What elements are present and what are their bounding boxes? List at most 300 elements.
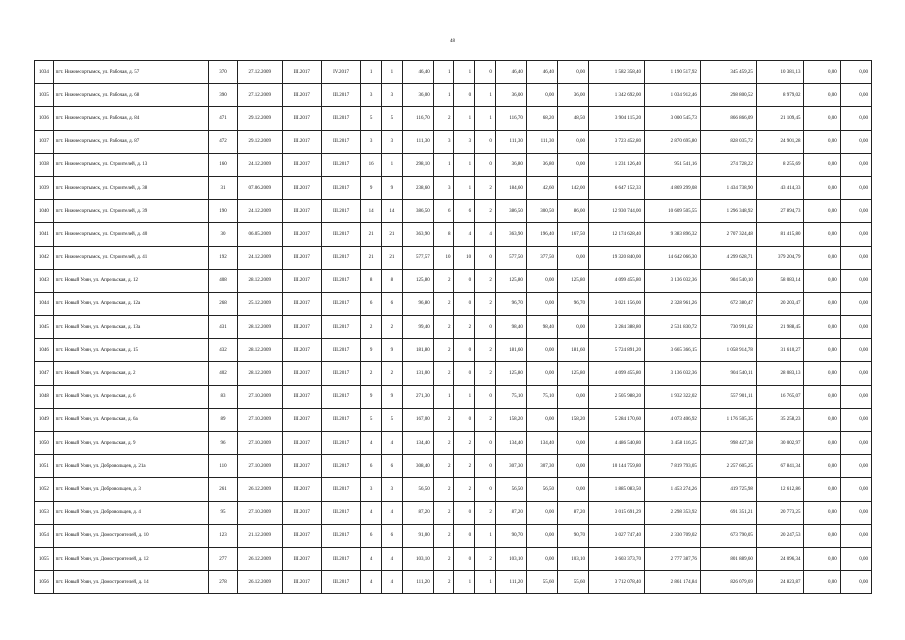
cell-plan-end: III.2017 [321,547,360,570]
cell-units-total: 2 [433,501,454,524]
cell-cost-extra: 0,00 [840,107,871,130]
cell-area-private: 98,40 [526,316,557,339]
cell-area-private: 42,60 [526,176,557,199]
cell-area-private: 0,00 [526,362,557,385]
table-row [35,501,872,524]
cell-units-total: 2 [433,339,454,362]
cell-row-index: 1049 [35,408,54,431]
cell-plan-end: III.2017 [321,153,360,176]
cell-date: 27.10.2009 [238,408,283,431]
cell-plan-start: III.2017 [282,571,321,594]
cell-row-index: 1048 [35,385,54,408]
cell-units-total: 2 [433,107,454,130]
cell-cost-local: 21 988,45 [756,316,804,339]
table-row [35,107,872,130]
cell-area-resettle: 184,60 [495,176,526,199]
cell-area-total: 386,50 [402,200,433,223]
cell-cost-local: 43 414,33 [756,176,804,199]
cell-record-no: 402 [209,362,238,385]
cell-cost-region: 826 079,69 [700,571,756,594]
cell-units-total: 8 [433,223,454,246]
cell-residents-count: 9 [361,385,382,408]
cell-area-municipal: 103,10 [557,547,588,570]
cell-record-no: 96 [209,432,238,455]
cell-record-no: 160 [209,153,238,176]
cell-units-total: 1 [433,61,454,84]
cell-units-municipal: 1 [475,84,496,107]
cell-date: 24.12.2009 [238,200,283,223]
cell-cost-region: 4 299 628,71 [700,246,756,269]
cell-residents-resettled: 21 [381,246,402,269]
cell-date: 06.05.2009 [238,223,283,246]
cell-area-total: 181,80 [402,339,433,362]
cell-area-municipal: 0,00 [557,455,588,478]
cell-residents-resettled: 8 [381,269,402,292]
cell-residents-count: 21 [361,223,382,246]
cell-record-no: 431 [209,316,238,339]
cell-plan-end: III.2017 [321,130,360,153]
cell-area-resettle: 36,80 [495,153,526,176]
cell-residents-resettled: 14 [381,200,402,223]
cell-plan-start: III.2017 [282,223,321,246]
cell-cost-local: 58 083,14 [756,269,804,292]
cell-residents-count: 8 [361,269,382,292]
cell-residents-count: 4 [361,432,382,455]
cell-record-no: 471 [209,107,238,130]
cell-cost-local: 379 204,79 [756,246,804,269]
cell-area-private: 134,40 [526,432,557,455]
cell-area-private: 377,50 [526,246,557,269]
cell-plan-start: III.2017 [282,362,321,385]
table-row [35,223,872,246]
cell-area-total: 56,50 [402,478,433,501]
cell-plan-end: III.2017 [321,501,360,524]
cell-address: пгт. Нижнесортымск, ул. Строителей, д. 38 [53,176,208,199]
cell-plan-start: III.2017 [282,292,321,315]
cell-record-no: 370 [209,61,238,84]
cell-area-resettle: 307,30 [495,455,526,478]
cell-plan-start: III.2017 [282,408,321,431]
cell-cost-local: 24 823,87 [756,571,804,594]
cell-row-index: 1056 [35,571,54,594]
cell-units-municipal: 0 [475,432,496,455]
cell-area-municipal: 142,00 [557,176,588,199]
cell-units-private: 10 [454,246,475,269]
registry-table [34,60,872,594]
cell-record-no: 30 [209,223,238,246]
page-number: 48 [450,39,455,44]
cell-cost-region: 557 901,11 [700,385,756,408]
cell-cost-region: 419 725,98 [700,478,756,501]
cell-plan-start: III.2017 [282,130,321,153]
cell-cost-total: 3 027 747,40 [589,524,645,547]
cell-units-municipal: 2 [475,292,496,315]
cell-units-municipal: 2 [475,200,496,223]
cell-units-private: 3 [454,130,475,153]
cell-residents-count: 3 [361,84,382,107]
cell-cost-local: 24 096,34 [756,547,804,570]
cell-area-resettle: 386,50 [495,200,526,223]
cell-address: пгт. Новый Уоян, ул. Добровольцев, д. 4 [53,501,208,524]
cell-date: 07.06.2009 [238,176,283,199]
cell-record-no: 408 [209,269,238,292]
cell-residents-count: 16 [361,153,382,176]
cell-units-private: 1 [454,385,475,408]
cell-units-total: 3 [433,130,454,153]
cell-cost-extra: 0,00 [840,571,871,594]
cell-plan-end: III.2017 [321,362,360,385]
cell-cost-region: 998 427,38 [700,432,756,455]
cell-area-total: 36,00 [402,84,433,107]
cell-area-municipal: 0,00 [557,61,588,84]
cell-plan-start: III.2017 [282,61,321,84]
cell-area-total: 46,40 [402,61,433,84]
cell-cost-other: 0,00 [804,176,840,199]
cell-cost-fund: 1 453 274,26 [644,478,700,501]
cell-area-private: 56,50 [526,478,557,501]
cell-units-municipal: 2 [475,362,496,385]
cell-address: пгт. Новый Уоян, ул. Апрельская, д. 9 [53,432,208,455]
cell-residents-count: 5 [361,408,382,431]
cell-row-index: 1042 [35,246,54,269]
table-row [35,547,872,570]
cell-cost-other: 0,00 [804,501,840,524]
cell-cost-total: 2 505 988,20 [589,385,645,408]
cell-plan-end: III.2017 [321,455,360,478]
cell-area-resettle: 111,30 [495,130,526,153]
cell-units-private: 1 [454,571,475,594]
cell-area-total: 125,80 [402,269,433,292]
cell-date: 25.12.2009 [238,292,283,315]
cell-units-private: 1 [454,107,475,130]
cell-residents-count: 4 [361,547,382,570]
cell-area-resettle: 103,10 [495,547,526,570]
table-row [35,524,872,547]
cell-date: 24.12.2009 [238,153,283,176]
cell-units-total: 2 [433,524,454,547]
cell-residents-count: 4 [361,571,382,594]
cell-cost-total: 3 284 388,80 [589,316,645,339]
cell-area-municipal: 0,00 [557,432,588,455]
cell-area-private: 0,00 [526,269,557,292]
cell-row-index: 1040 [35,200,54,223]
cell-area-total: 308,40 [402,455,433,478]
cell-address: пгт. Новый Уоян, ул. Апрельская, д. 12а [53,292,208,315]
cell-date: 26.12.2009 [238,478,283,501]
table-row [35,176,872,199]
cell-plan-start: III.2017 [282,176,321,199]
cell-cost-local: 81 415,80 [756,223,804,246]
cell-area-municipal: 167,50 [557,223,588,246]
cell-cost-other: 0,00 [804,547,840,570]
cell-row-index: 1039 [35,176,54,199]
cell-units-municipal: 2 [475,501,496,524]
cell-plan-end: III.2017 [321,524,360,547]
cell-residents-count: 6 [361,292,382,315]
cell-residents-resettled: 9 [381,176,402,199]
cell-cost-region: 673 790,05 [700,524,756,547]
cell-units-private: 0 [454,547,475,570]
cell-residents-resettled: 6 [381,524,402,547]
cell-cost-extra: 0,00 [840,432,871,455]
cell-row-index: 1044 [35,292,54,315]
cell-cost-fund: 2 861 174,84 [644,571,700,594]
cell-cost-local: 21 109,45 [756,107,804,130]
cell-date: 28.12.2009 [238,339,283,362]
cell-residents-count: 2 [361,362,382,385]
table-row [35,408,872,431]
cell-units-private: 0 [454,501,475,524]
cell-area-private: 0,00 [526,524,557,547]
cell-residents-resettled: 3 [381,478,402,501]
cell-cost-local: 8 255,69 [756,153,804,176]
cell-address: пгт. Новый Уоян, ул. Апрельская, д. 15 [53,339,208,362]
cell-area-private: 36,80 [526,153,557,176]
cell-address: пгт. Нижнесортымск, ул. Строителей, д. 39 [53,200,208,223]
cell-plan-start: III.2017 [282,501,321,524]
cell-address: пгт. Новый Уоян, ул. Апрельская, д. 12 [53,269,208,292]
cell-cost-fund: 951 541,16 [644,153,700,176]
cell-cost-fund: 3 136 032,36 [644,362,700,385]
cell-cost-other: 0,00 [804,269,840,292]
cell-cost-fund: 2 298 353,92 [644,501,700,524]
cell-cost-other: 0,00 [804,130,840,153]
cell-area-total: 116,70 [402,107,433,130]
cell-cost-local: 16 765,07 [756,385,804,408]
cell-residents-resettled: 6 [381,455,402,478]
cell-cost-total: 3 015 691,29 [589,501,645,524]
cell-record-no: 472 [209,130,238,153]
cell-cost-total: 3 723 452,80 [589,130,645,153]
cell-address: пгт. Новый Уоян, ул. Апрельская, д. 6 [53,385,208,408]
table-body [35,61,872,594]
cell-cost-region: 1 434 738,90 [700,176,756,199]
cell-date: 29.12.2009 [238,107,283,130]
table-row [35,571,872,594]
cell-cost-total: 1 582 358,40 [589,61,645,84]
table-row [35,362,872,385]
cell-row-index: 1036 [35,107,54,130]
cell-cost-other: 0,00 [804,316,840,339]
cell-area-municipal: 55,60 [557,571,588,594]
cell-date: 27.10.2009 [238,455,283,478]
cell-residents-count: 3 [361,130,382,153]
cell-cost-fund: 2 777 387,76 [644,547,700,570]
cell-units-total: 2 [433,316,454,339]
cell-cost-fund: 3 136 032,36 [644,269,700,292]
cell-cost-fund: 1 034 912,46 [644,84,700,107]
cell-cost-fund: 2 330 709,02 [644,524,700,547]
cell-cost-local: 67 841,34 [756,455,804,478]
cell-cost-other: 0,00 [804,292,840,315]
cell-cost-region: 345 459,25 [700,61,756,84]
cell-area-private: 0,00 [526,84,557,107]
cell-cost-fund: 4 073 406,92 [644,408,700,431]
cell-area-total: 167,00 [402,408,433,431]
cell-cost-extra: 0,00 [840,455,871,478]
cell-area-resettle: 181,60 [495,339,526,362]
cell-record-no: 390 [209,84,238,107]
cell-area-municipal: 87,20 [557,501,588,524]
cell-cost-extra: 0,00 [840,223,871,246]
cell-units-private: 2 [454,455,475,478]
cell-units-private: 0 [454,269,475,292]
cell-area-resettle: 90,70 [495,524,526,547]
cell-units-total: 1 [433,385,454,408]
cell-date: 26.12.2009 [238,547,283,570]
cell-cost-other: 0,00 [804,246,840,269]
cell-area-private: 300,50 [526,200,557,223]
cell-cost-total: 12 930 744,00 [589,200,645,223]
cell-units-private: 0 [454,84,475,107]
cell-cost-total: 10 144 759,80 [589,455,645,478]
cell-area-municipal: 181,60 [557,339,588,362]
cell-units-total: 2 [433,455,454,478]
table-row [35,130,872,153]
cell-date: 27.12.2009 [238,84,283,107]
cell-units-total: 2 [433,362,454,385]
cell-residents-count: 1 [361,61,382,84]
cell-row-index: 1053 [35,501,54,524]
cell-units-municipal: 4 [475,223,496,246]
cell-cost-local: 31 610,27 [756,339,804,362]
cell-cost-extra: 0,00 [840,292,871,315]
table-row [35,61,872,84]
cell-cost-total: 12 174 628,40 [589,223,645,246]
cell-area-private: 75,10 [526,385,557,408]
cell-cost-extra: 0,00 [840,316,871,339]
cell-cost-extra: 0,00 [840,84,871,107]
cell-row-index: 1051 [35,455,54,478]
cell-plan-start: III.2017 [282,478,321,501]
cell-plan-start: III.2017 [282,385,321,408]
cell-cost-fund: 2 531 830,72 [644,316,700,339]
cell-plan-start: III.2017 [282,432,321,455]
cell-units-municipal: 2 [475,408,496,431]
cell-address: пгт. Новый Уоян, ул. Апрельская, д. 2 [53,362,208,385]
cell-address: пгт. Новый Уоян, ул. Домостроителей, д. 10 [53,524,208,547]
cell-plan-end: III.2017 [321,432,360,455]
cell-area-private: 68,20 [526,107,557,130]
cell-cost-region: 1 296 348,92 [700,200,756,223]
cell-cost-total: 5 724 891,20 [589,339,645,362]
cell-area-total: 96,80 [402,292,433,315]
cell-units-private: 1 [454,61,475,84]
cell-cost-total: 19 320 840,00 [589,246,645,269]
cell-residents-count: 5 [361,107,382,130]
cell-address: пгт. Нижнесортымск, ул. Строителей, д. 41 [53,246,208,269]
table-row [35,478,872,501]
cell-residents-resettled: 1 [381,153,402,176]
cell-cost-region: 828 035,72 [700,130,756,153]
cell-plan-end: III.2017 [321,107,360,130]
cell-units-total: 10 [433,246,454,269]
cell-residents-count: 2 [361,316,382,339]
cell-area-municipal: 125,80 [557,269,588,292]
cell-cost-region: 274 728,22 [700,153,756,176]
cell-area-resettle: 577,50 [495,246,526,269]
cell-units-total: 2 [433,408,454,431]
cell-residents-resettled: 2 [381,316,402,339]
cell-units-private: 0 [454,524,475,547]
cell-cost-region: 1 176 505,35 [700,408,756,431]
cell-cost-extra: 0,00 [840,408,871,431]
cell-date: 29.12.2009 [238,130,283,153]
cell-units-private: 0 [454,408,475,431]
cell-cost-local: 35 258,23 [756,408,804,431]
cell-units-private: 1 [454,153,475,176]
cell-area-private: 0,00 [526,547,557,570]
cell-row-index: 1047 [35,362,54,385]
cell-residents-resettled: 21 [381,223,402,246]
cell-area-resettle: 36,00 [495,84,526,107]
cell-units-municipal: 2 [475,339,496,362]
cell-cost-extra: 0,00 [840,269,871,292]
cell-cost-extra: 0,00 [840,524,871,547]
cell-cost-total: 4 099 455,80 [589,269,645,292]
cell-units-private: 1 [454,176,475,199]
cell-area-municipal: 0,00 [557,478,588,501]
cell-plan-start: III.2017 [282,84,321,107]
cell-cost-fund: 10 609 505,55 [644,200,700,223]
cell-plan-start: III.2017 [282,316,321,339]
cell-plan-start: III.2017 [282,339,321,362]
cell-area-total: 271,30 [402,385,433,408]
table-row [35,269,872,292]
cell-area-resettle: 111,20 [495,571,526,594]
cell-units-municipal: 0 [475,61,496,84]
cell-plan-start: III.2017 [282,153,321,176]
cell-cost-fund: 2 870 695,80 [644,130,700,153]
cell-units-total: 2 [433,478,454,501]
cell-units-total: 2 [433,269,454,292]
cell-area-total: 99,40 [402,316,433,339]
cell-area-resettle: 116,70 [495,107,526,130]
cell-area-private: 111,30 [526,130,557,153]
cell-plan-end: III.2017 [321,246,360,269]
cell-cost-other: 0,00 [804,223,840,246]
cell-cost-region: 801 889,60 [700,547,756,570]
cell-cost-extra: 0,00 [840,130,871,153]
cell-cost-other: 0,00 [804,84,840,107]
cell-units-private: 4 [454,223,475,246]
cell-date: 27.10.2009 [238,501,283,524]
cell-units-private: 2 [454,478,475,501]
cell-record-no: 95 [209,501,238,524]
cell-row-index: 1052 [35,478,54,501]
cell-record-no: 123 [209,524,238,547]
cell-area-resettle: 158,20 [495,408,526,431]
cell-plan-end: III.2017 [321,339,360,362]
cell-cost-extra: 0,00 [840,176,871,199]
cell-cost-other: 0,00 [804,455,840,478]
cell-cost-local: 27 894,73 [756,200,804,223]
cell-cost-total: 3 603 373,70 [589,547,645,570]
cell-area-municipal: 36,00 [557,84,588,107]
cell-record-no: 110 [209,455,238,478]
cell-cost-fund: 1 190 517,92 [644,61,700,84]
cell-area-municipal: 90,70 [557,524,588,547]
cell-plan-start: III.2017 [282,269,321,292]
cell-area-private: 196,40 [526,223,557,246]
cell-units-municipal: 2 [475,269,496,292]
cell-area-resettle: 134,40 [495,432,526,455]
cell-area-municipal: 125,80 [557,362,588,385]
cell-residents-resettled: 5 [381,107,402,130]
cell-plan-end: III.2017 [321,316,360,339]
cell-area-total: 363,90 [402,223,433,246]
cell-cost-local: 20 773,25 [756,501,804,524]
